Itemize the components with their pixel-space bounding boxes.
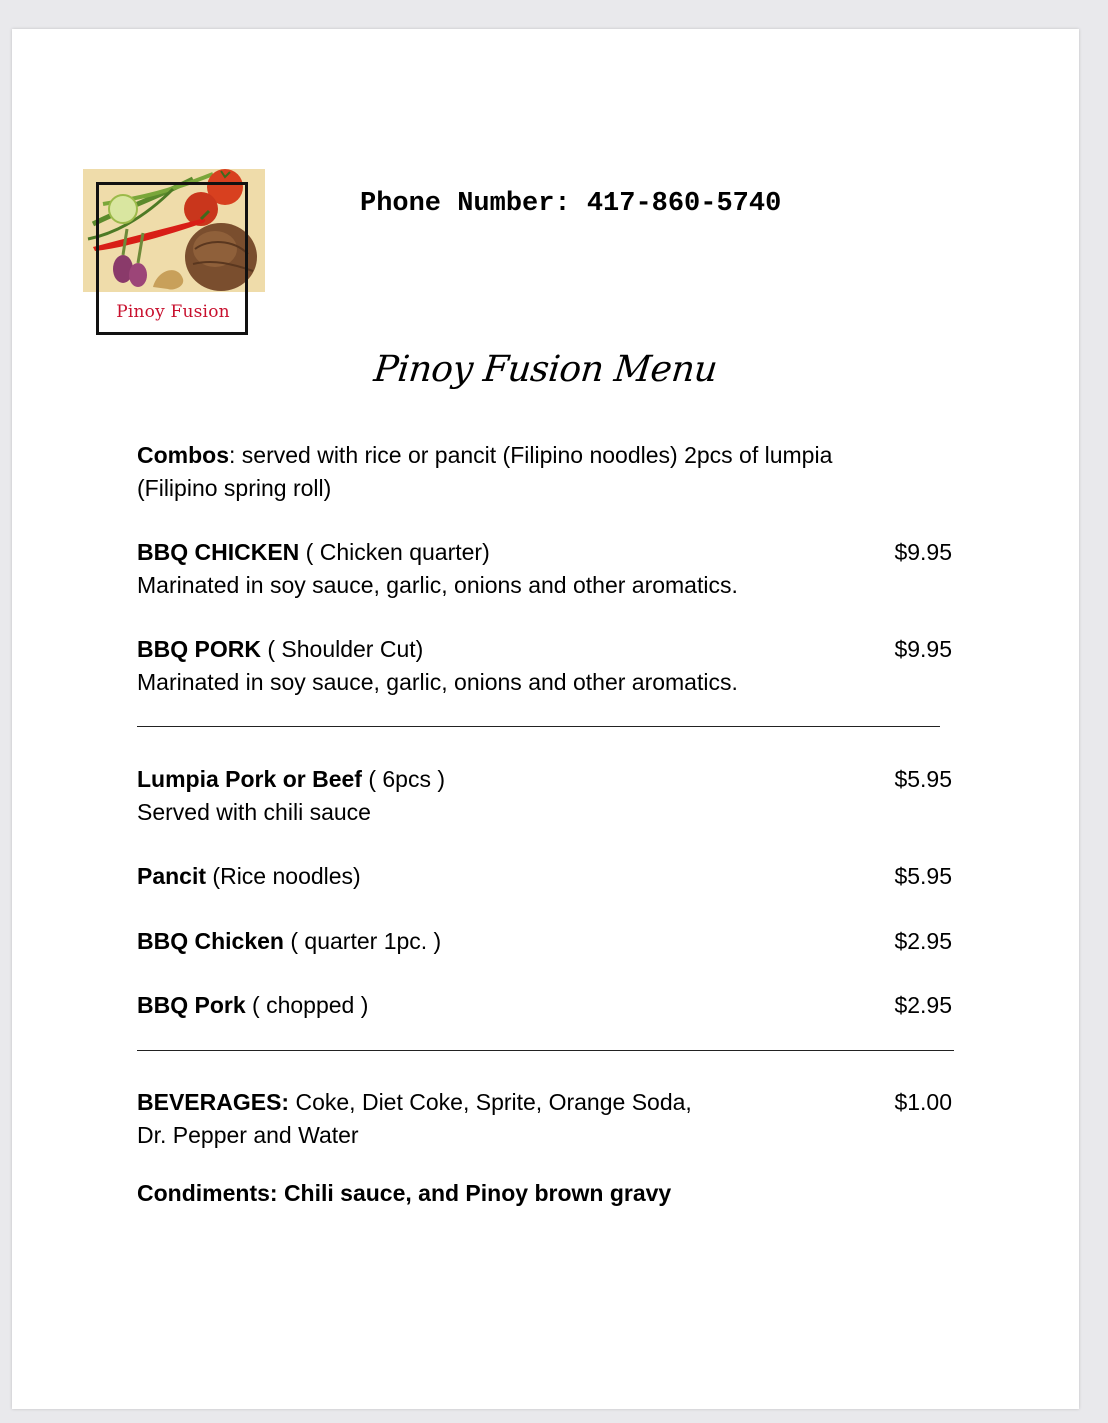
item-detail: (Rice noodles)	[206, 863, 361, 889]
menu-item-lumpia	[137, 763, 445, 796]
item-description: Marinated in soy sauce, garlic, onions and other aromatics.	[137, 572, 738, 598]
item-detail: ( Chicken quarter)	[299, 539, 490, 565]
item-detail: ( chopped )	[245, 992, 369, 1018]
item-name: Pancit	[137, 863, 207, 889]
item-price: $2.95	[894, 992, 952, 1018]
item-name: BBQ Pork	[137, 992, 246, 1018]
beverages-list: Coke, Diet Coke, Sprite, Orange Soda,	[289, 1089, 692, 1115]
beverages-line-1	[137, 1086, 692, 1119]
menu-item-bbq-pork	[137, 989, 368, 1022]
item-name: BBQ CHICKEN	[137, 539, 300, 565]
pinoy-fusion-logo	[83, 169, 265, 341]
item-detail: ( Shoulder Cut)	[260, 636, 424, 662]
combos-line-2: (Filipino spring roll)	[137, 475, 332, 501]
item-price: $9.95	[894, 636, 952, 662]
beverages-label: BEVERAGES:	[137, 1089, 290, 1115]
menu-item-bbq-chicken	[137, 925, 441, 958]
item-name: Lumpia Pork or Beef	[137, 766, 362, 792]
menu-item-pancit	[137, 860, 361, 893]
item-price: $5.95	[894, 766, 952, 792]
item-detail: ( 6pcs )	[361, 766, 446, 792]
menu-page	[12, 29, 1079, 1409]
divider-2	[137, 1050, 954, 1051]
item-price: $5.95	[894, 863, 952, 889]
combos-description: : served with rice or pancit (Filipino noodles) 2pcs of lumpia	[229, 442, 833, 468]
item-description: Served with chili sauce	[137, 799, 371, 825]
combos-line-1	[137, 439, 832, 472]
item-description: Marinated in soy sauce, garlic, onions and other aromatics.	[137, 669, 738, 695]
logo-label: Pinoy Fusion	[116, 302, 230, 322]
item-price: $2.95	[894, 928, 952, 954]
item-detail: ( quarter 1pc. )	[283, 928, 442, 954]
beverages-line-2: Dr. Pepper and Water	[137, 1122, 359, 1148]
combos-label: Combos	[137, 442, 229, 468]
menu-item-bbq-chicken-combo	[137, 536, 490, 569]
beverages-price: $1.00	[894, 1089, 952, 1115]
menu-title: Pinoy Fusion Menu	[371, 349, 720, 390]
divider-1	[137, 726, 940, 727]
phone-number: Phone Number: 417-860-5740	[360, 189, 782, 219]
menu-item-bbq-pork-combo	[137, 633, 423, 666]
item-price: $9.95	[894, 539, 952, 565]
item-name: BBQ Chicken	[137, 928, 284, 954]
condiments: Condiments: Chili sauce, and Pinoy brown gravy	[137, 1180, 672, 1206]
item-name: BBQ PORK	[137, 636, 261, 662]
